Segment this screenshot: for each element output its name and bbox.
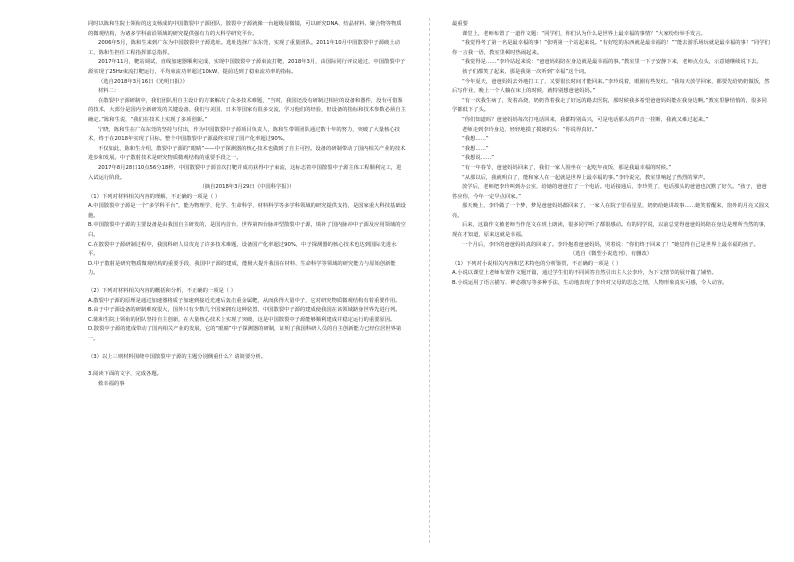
paragraph: 2006年5月，陈和生来到广东为中国散裂中子源选址。选址选择广东东莞，实现了重量团队。2011年10月中国散裂中子源破土动工，陈和生担任工程指挥部总指挥。: [88, 40, 400, 56]
paragraph: 最重要: [452, 21, 468, 27]
paragraph: 2017年8月28日10点56分18秒，中国散裂中子源首次打靶并成功获得中子束流，这标志着中国散裂中子源主体工程顺利完工，进入试运行阶段。: [88, 164, 402, 181]
paragraph: “我觉得是……”李玲站起来说：“爸爸妈妈陪在身边就是最幸福的事。”教室里一下子安静下来，老师点点头，示意她继续说下去。: [462, 59, 762, 66]
paragraph: 老师走到李玲身边，轻轻地摸了摸她的头：“你说得真好。”: [462, 126, 598, 133]
dialogue-line: “我想说……”: [462, 155, 494, 162]
paragraph: “今年夏天，爸爸妈妈去外地打工了，又要很长时间才能回来。”李玲说着，眼圈有些发红。“我每天放学回家，都要先给奶奶做饭，然后写作业，晚上一个人躺在床上的时候，就特别想爸爸妈妈。”: [452, 78, 770, 95]
source-note: （选自《微型小说选刊》，有删改）: [569, 251, 653, 258]
option: A.小说以课堂上老师布置作文题开篇，通过学生们的不同回答自然引出主人公李玲，为下文情节的展开做了铺垫。: [452, 270, 717, 277]
source-note: （选自2018年3月16日《光明日报》）: [98, 78, 188, 85]
paragraph: 课堂上，老师布置了一道作文题：“同学们，你们认为什么是世界上最幸福的事情？”大家纷纷举手发言。: [462, 30, 706, 37]
paragraph: 那天晚上，李玲做了一个梦，梦见爸爸妈妈都回来了，一家人在院子里看星星，奶奶给她讲故事……她笑着醒来，窗外的月亮又圆又亮。: [452, 203, 770, 219]
paragraph: 孩子们都笑了起来，那是我第一次听到“幸福”这个词。: [462, 68, 590, 75]
question: （1）下列对小说相关内容和艺术特色的分析鉴赏，不正确的一项是（ ）: [452, 260, 622, 267]
paragraph: “我觉得考了第一名是最幸福的事！”张明第一个站起来说。“有好吃的东西就是最幸福的！”“能去游乐场玩就是最幸福的事！”同学们你一言我一语，教室里顿时热闹起来。: [452, 40, 770, 56]
option: A.散裂中子源的原理是通过加速器将质子加速到接近光速后轰击重金属靶，从而获得大量中子，它对研究物质微观结构有着重要作用。: [88, 297, 401, 304]
option: C.在散裂中子源研制过程中，我国科研人员攻克了许多技术难题，设备国产化率超过90%，中子探测器的核心技术也达到国际先进水平。: [88, 241, 397, 258]
paragraph: “有一年春节，爸爸妈妈回来了，我们一家人围坐在一起吃年夜饭，那是我最幸福的时候。”: [462, 164, 672, 171]
option: C.陈和生院士领衔的团队坚持自主创新，在大量核心技术上实现了突破，这是中国散裂中子源能够顺利建成并稳定运行的重要原因。: [88, 316, 396, 323]
paragraph: 2017年11月，靶站调试，直线加速器顺利完成，实现中国散裂中子源束流打靶，2018年3月，由国际同行评议通过，中国散裂中子源实现了25Hz束流打靶运行，平均束流功率超过10kW，提前达到了稳束流功率的指标。: [88, 59, 406, 75]
option: D.散裂中子源的建成带动了国内相关产业的发展，它的“眼睛”中子探测器的研制，证明了我国科研人员的自主创新能力已经位居世界第一。: [88, 326, 402, 342]
left-column: [88, 20, 406, 389]
option: B.小说运用了语言描写、神态描写等多种手法，生动地表现了李玲对父母的思念之情，人物形象真实可感，令人动容。: [452, 280, 728, 287]
dialogue-line: “我想……”: [462, 145, 489, 152]
material-heading: 材料二：: [98, 88, 120, 95]
paragraph: 在散裂中子源研制中，我们团队用自主设计的方案解决了众多技术难题，“当时，我国还没有研制过相应的设备和器件，没有可借鉴的技术，大部分是国内全新研发的关键设备。我们与美国、日本等国家有很多交流，学习他们的经验，但设备的指标和技术参数必须自主确定。”陈和生说，“我们在技术上实现了多项创新。”: [88, 97, 406, 123]
source-note: （摘自2018年3月29日《中国科学报》）: [199, 184, 295, 191]
option: A.中国散裂中子源是一个“多学科平台”，能为物理学、化学、生命科学、材料科学等多学科领域的研究提供支持，是国家重大科技基础设施。: [88, 203, 406, 219]
paragraph: “从那以后，我就明白了，能和家人在一起就是世界上最幸福的事。”李玲说完，教室里响起了热烈的掌声。: [462, 174, 709, 181]
dialogue-line: “我想……”: [462, 136, 489, 143]
section-heading: 3.阅读下面的文字，完成各题。: [88, 371, 162, 378]
paragraph: 同时以陈和生院士领衔的这支杨成的中国散裂中子源团队，散裂中子源就像一台超级显微镜，可以研究DNA、结晶材料、聚合物等物质的微观结构，为诸多学科前沿领域的研究提供强有力的大科学研究平台。: [88, 21, 402, 37]
story-title: 救幸福的事: [98, 380, 125, 387]
option: D.中子散射是研究物质微观结构的重要手段，我国中子源的建成，能极大提升我国在材料、生命科学等领域的研究能力与原始创新能力。: [88, 260, 396, 277]
paragraph: 后来，这篇作文被老师当作范文在班上朗读，很多同学听了都很感动。有的同学说，以前总觉得爸爸妈妈陪在身边是理所当然的事，现在才知道，原来这就是幸福。: [452, 222, 770, 239]
option: B.中国散裂中子源的主要设备是由我国自主研发的，是国内首台、世界第四台脉冲型散裂中子源，填补了国内脉冲中子源及应用领域的空白。: [88, 222, 406, 239]
paragraph: 宁晓，陈和生在广东东莞的坚持与付出，作为中国散裂中子源项目负责人，陈和生带领团队通过数十年的努力，突破了大量核心技术，终于在2018年实现了目标。整个中国散裂中子源最终实现了国产化率超过90%。: [88, 126, 400, 143]
paragraph: 不仅如此，陈和生介绍，散裂中子源的“眼睛”——中子探测器的核心技术也做到了自主可控。设备的研制带动了国内相关产业的技术进步和发展。中子散射技术是研究物质微观结构的重要手段之一。: [88, 145, 406, 162]
column-divider: [429, 18, 430, 543]
paragraph: 放学后，老师把李玲叫到办公室，给她的爸爸打了一个电话。电话接通后，李玲哭了，电话那头的爸爸也沉默了好久。“孩子，爸爸答应你，今年一定早点回家。”: [452, 184, 767, 200]
question: （2）下列对材料相关内容的概括和分析，不正确的一项是（ ）: [88, 288, 237, 295]
paragraph: “你们知道吗？爸爸妈妈每次打电话回来，我都特别高兴，可是电话那头的声音一挂断，我就又难过起来。”: [462, 116, 709, 123]
question: （1）下列对材料相关内容的理解，不正确的一项是（ ）: [88, 193, 221, 200]
question: （3）以上三则材料围绕中国散裂中子源的主题分别侧重什么？请简要分析。: [88, 353, 267, 360]
paragraph: 一个月后，李玲的爸爸妈妈真的回来了。李玲抱着爸爸妈妈，哭着说：“你们终于回来了！”她觉得自己是世界上最幸福的孩子。: [462, 241, 759, 248]
option: B.由于中子源设备的研制难度很大，国外只有少数几个国家拥有这种装置，中国散裂中子源的建成使我国在该领域跻身世界先进行列。: [88, 307, 401, 314]
right-column: [452, 20, 770, 289]
paragraph: “有一次我生病了，发着高烧，奶奶背着我走了好远的路去医院，那时候我多希望爸爸妈妈能在我身边啊。”教室里静悄悄的，很多同学都低下了头。: [452, 97, 767, 114]
